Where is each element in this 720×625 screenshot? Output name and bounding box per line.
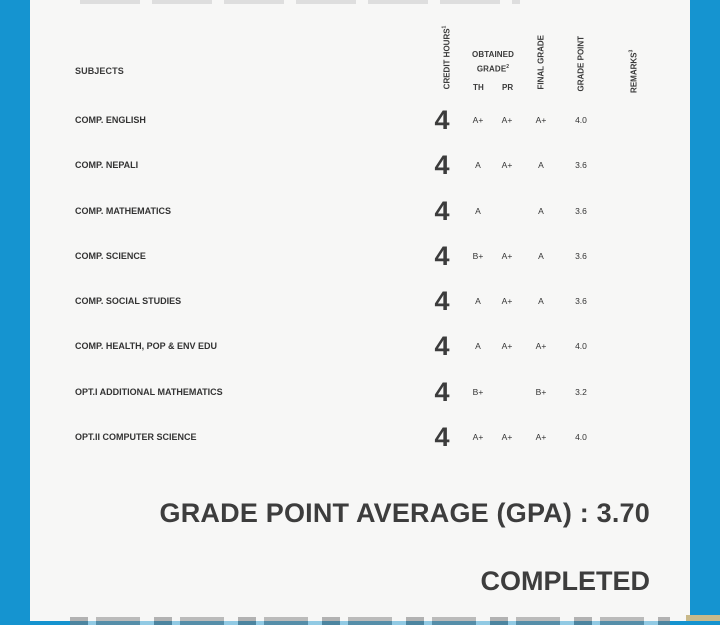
credit-hours: 4 [434,331,450,362]
theory-grade: A+ [472,432,484,443]
table-row [30,236,690,281]
subject-name: COMP. SCIENCE [75,250,146,261]
grade-point: 3.6 [575,250,587,261]
grade-label: GRADE$^2$ [476,64,510,74]
credit-hours: 4 [434,376,450,407]
remarks-header: REMARKS$^3$ [628,49,639,93]
credit-hours: 4 [434,286,450,317]
grade-point: 4.0 [575,341,587,352]
theory-grade: A [475,205,481,216]
practical-grade: A+ [501,296,513,307]
credit-hours: 4 [434,105,450,135]
practical-grade: A+ [501,341,513,352]
practical-grade: A+ [501,432,513,443]
practical-grade: A+ [501,250,513,261]
final-grade: A+ [535,341,547,352]
final-grade: A [538,250,544,261]
subject-name: COMP. NEPALI [75,160,139,171]
grade-point: 4.0 [575,115,587,125]
subject-name: COMP. ENGLISH [75,115,146,125]
result-status: COMPLETED [480,566,650,596]
grade-point: 4.0 [575,432,587,443]
final-grade: A+ [535,432,547,443]
gpa-summary: GRADE POINT AVERAGE (GPA) : 3.70 [159,498,650,528]
credit-hours: 4 [434,422,450,453]
table-row [30,281,690,326]
grades-table-body [30,100,690,462]
cropped-bottom-text [70,617,670,625]
credit-hours: 4 [434,240,450,271]
table-surface-corner [686,615,720,621]
right-frame-border [690,0,720,621]
theory-grade: A [475,160,481,171]
theory-grade: B+ [472,250,484,261]
cropped-top-text [80,0,520,4]
grade-point: 3.6 [575,205,587,216]
grade-point: 3.6 [575,296,587,307]
practical-grade: A+ [501,115,513,125]
grade-point: 3.6 [575,160,587,171]
table-row [30,145,690,190]
table-row [30,326,690,371]
credit-hours: 4 [434,195,450,226]
theory-grade: A [475,296,481,307]
table-row [30,191,690,236]
subject-name: COMP. SOCIAL STUDIES [75,296,182,307]
final-grade: A [538,160,544,171]
credit-hours: 4 [434,150,450,181]
table-row [30,100,690,145]
subjects-header: SUBJECTS [75,66,124,76]
theory-grade: A+ [472,115,484,125]
left-frame-border [0,0,30,621]
table-row [30,372,690,417]
final-grade: A [538,296,544,307]
grade-point: 3.2 [575,386,587,397]
theory-grade: A [475,341,481,352]
obtained-grade-header [466,49,520,76]
theory-header: TH [473,83,484,92]
final-grade: A+ [535,115,547,125]
final-grade: B+ [535,386,547,397]
final-grade: A [538,205,544,216]
grade-point-header: GRADE POINT [576,35,586,92]
practical-grade: A+ [501,160,513,171]
subject-name: COMP. MATHEMATICS [75,205,171,216]
subject-name: OPT.II COMPUTER SCIENCE [75,432,197,443]
subject-name: COMP. HEALTH, POP & ENV EDU [75,341,218,352]
credit-hours-header: CREDIT HOURS$^1$ [441,25,452,90]
obtained-label: OBTAINED [472,50,514,59]
final-grade-header: FINAL GRADE [536,34,546,90]
practical-header: PR [502,83,514,92]
subject-name: OPT.I ADDITIONAL MATHEMATICS [75,386,223,397]
marksheet-paper [30,0,690,621]
theory-grade: B+ [472,386,484,397]
table-row [30,417,690,462]
